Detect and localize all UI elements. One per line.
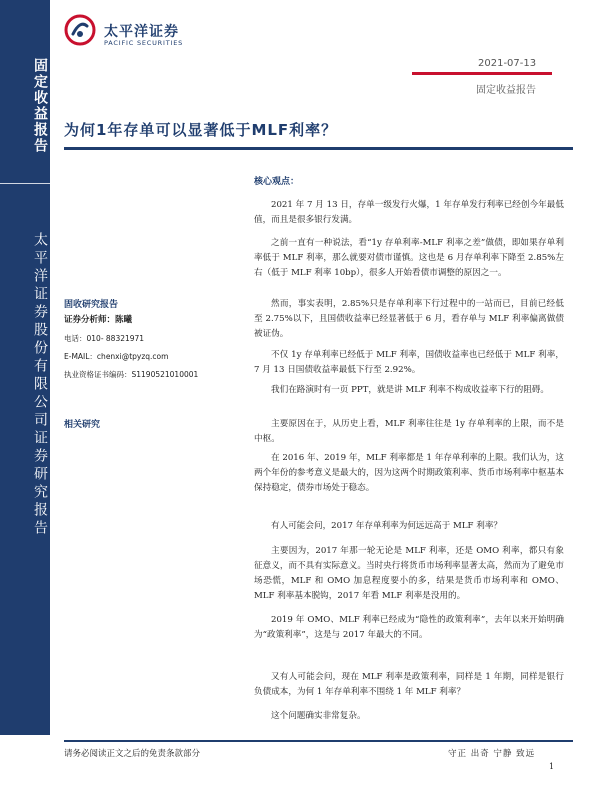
analyst-email[interactable]: E-MAIL：chenxi@tpyzq.com — [64, 352, 169, 361]
logo-chinese-name: 太平洋证券 — [104, 24, 179, 40]
sidebar-firm-name: 太平洋证券股份有限公司证券研究报告 — [32, 232, 48, 538]
sidebar-divider — [0, 183, 50, 184]
paragraph: 然而，事实表明，2.85%只是存单利率下行过程中的一站而已，目前已经低至 2.75%以下，且国债收益率已经显著低于 6 月，看存单与 MLF 利率偏离做债被证伪。 — [254, 299, 564, 339]
paragraph: 这个问题确实非常复杂。 — [271, 711, 366, 721]
report-date: 2021-07-13 — [478, 58, 537, 69]
title-rule — [64, 147, 573, 150]
left-sidebar — [0, 0, 50, 735]
page-number: 1 — [549, 762, 555, 771]
footer-motto: 守正 出奇 宁静 致远 — [448, 749, 536, 759]
paragraph: 不仅 1y 存单利率已经低于 MLF 利率，国债收益率也已经低于 MLF 利率，7 月 13 日国债收益率最低下行至 2.92%。 — [254, 350, 564, 375]
section-related-heading: 相关研究 — [64, 420, 101, 430]
report-type-label: 固定收益报告 — [476, 85, 536, 96]
paragraph: 2021 年 7 月 13 日，存单一级发行火爆，1 年存单发行利率已经创今年最低值，而且是很多银行发满。 — [254, 200, 564, 225]
logo-english-name: PACIFIC SECURITIES — [104, 39, 184, 47]
paragraph: 在 2016 年、2019 年，MLF 利率都是 1 年存单利率的上限。我们认为，这两个年份的参考意义是最大的，因为这两个时期政策利率、货币市场利率中枢基本保持稳定，债券市场处于稳态。 — [254, 453, 564, 493]
analyst-phone: 电话：010- 88321971 — [64, 334, 145, 343]
paragraph: 主要因为，2017 年那一轮无论是 MLF 利率，还是 OMO 利率，都只有象征意义，而不具有实际意义。当时央行将货币市场利率显著太高，然而为了避免市场恐慌，MLF 和 OMO 加息程度要小的多，结果是货币市场利率和 OMO、MLF 利率基本脱钩，2017 年看 MLF 利率是没用的。 — [254, 546, 564, 601]
section-report-heading: 固收研究报告 — [64, 300, 119, 310]
paragraph: 我们在路演时有一页 PPT，就是讲 MLF 利率不构成收益率下行的阻碍。 — [271, 385, 549, 395]
pacific-securities-logo-icon — [64, 14, 96, 46]
paragraph: 又有人可能会问，现在 MLF 利率是政策利率，同样是 1 年期，同样是银行负债成本，为何 1 年存单利率不围绕 1 年 MLF 利率？ — [254, 672, 564, 697]
date-underline — [412, 72, 552, 75]
analyst-name: 证券分析师：陈曦 — [64, 315, 133, 325]
sidebar-report-type: 固定收益报告 — [32, 58, 48, 154]
paragraph: 2019 年 OMO、MLF 利率已经成为“隐性的政策利率”，去年以来开始明确为“政策利率”，这是与 2017 年最大的不同。 — [254, 615, 564, 640]
paragraph: 之前一直有一种说法，看“1y 存单利率-MLF 利率之差”做债，即如果存单利率低于 MLF 利率，那么就要对债市谨慎。这也是 6 月存单利率下降至 2.85%左右（低于 MLF 利率 10bp），很多人开始看债市调整的原因之一。 — [254, 238, 564, 278]
core-points-heading: 核心观点： — [254, 177, 300, 187]
footer-disclaimer: 请务必阅读正文之后的免责条款部分 — [64, 749, 201, 759]
footer-rule — [64, 740, 573, 742]
paragraph: 主要原因在于，从历史上看，MLF 利率往往是 1y 存单利率的上限，而不是中枢。 — [254, 419, 564, 444]
analyst-license: 执业资格证书编码：S1190521010001 — [64, 370, 199, 379]
report-title: 为何1年存单可以显著低于MLF利率？ — [64, 121, 338, 139]
paragraph: 有人可能会问，2017 年存单利率为何远远高于 MLF 利率？ — [271, 521, 503, 531]
